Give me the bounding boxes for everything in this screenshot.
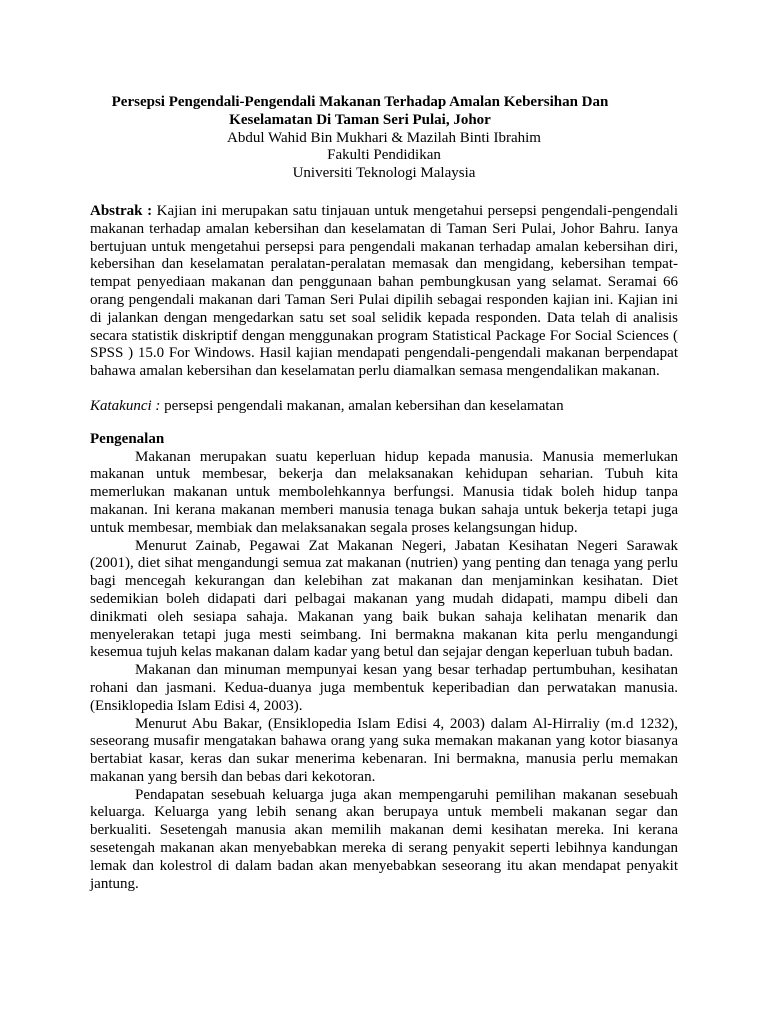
paper-title: Persepsi Pengendali-Pengendali Makanan Terhadap Amalan Kebersihan Dan Keselamatan Di Taman Seri Pulai, Johor (111, 94, 609, 128)
paper-header (90, 94, 678, 183)
keywords-line (90, 398, 678, 416)
intro-paragraph: Pendapatan sesebuah keluarga juga akan mempengaruhi pemilihan makanan sesebuah keluarga. Keluarga yang lebih senang akan berupaya untuk membeli makanan segar dan berkualiti. Sesetengah manusia akan memilih makanan demi kesihatan mereka. Ini kerana sesetengah makanan akan menyebabkan mereka di serang penyakit seperti lebihnya kandungan lemak dan kolestrol di dalam badan akan menyebabkan seseorang itu akan mendapat penyakit jantung. (90, 786, 678, 892)
abstract-label: Abstrak : (90, 202, 153, 219)
intro-paragraph: Makanan merupakan suatu keperluan hidup kepada manusia. Manusia memerlukan makanan untuk membesar, bekerja dan melaksanakan kehidupan seharian. Tubuh kita memerlukan makanan untuk membolehkannya berfungsi. Manusia tidak boleh hidup tanpa makanan. Ini kerana makanan memberi manusia tenaga bukan sahaja untuk bekerja tetapi juga untuk membesar, membiak dan melaksanakan segala proses kelangsungan hidup. (90, 448, 678, 536)
paper-university: Universiti Teknologi Malaysia (292, 165, 476, 182)
page-content (90, 94, 678, 893)
abstract-text: Kajian ini merupakan satu tinjauan untuk mengetahui persepsi pengendali-pengendali makanan terhadap amalan kebersihan dan keselamatan di Taman Seri Pulai, Johor Bahru. Ianya bertujuan untuk mengetahui persepsi para pengendali makanan terhadap amalan kebersihan diri, kebersihan dan keselamatan peralatan-peralatan memasak dan mengidang, kebersihan tempat-tempat penyediaan makanan dan penggunaan bahan pembungkusan yang selamat. Seramai 66 orang pengendali makanan dari Taman Seri Pulai dipilih sebagai responden kajian ini. Kajian ini di jalankan dengan mengedarkan satu set soal selidik kepada responden. Data telah di analisis secara statistik diskriptif dengan menggunakan program Statistical Package For Social Sciences ( SPSS ) 15.0 For Windows. Hasil kajian mendapati pengendali-pengendali makanan berpendapat bahawa amalan kebersihan dan keselamatan perlu diamalkan semasa mengendalikan makanan. (90, 202, 679, 380)
introduction-section (90, 431, 678, 894)
intro-paragraph: Menurut Abu Bakar, (Ensiklopedia Islam Edisi 4, 2003) dalam Al-Hirraliy (m.d 1232), seseorang musafir mengatakan bahawa orang yang suka memakan makanan yang kotor biasanya bertabiat kasar, keras dan sukar menerima kebenaran. Ini bermakna, manusia perlu memakan makanan yang bersih dan bebas dari kekotoran. (90, 715, 678, 785)
intro-paragraph: Makanan dan minuman mempunyai kesan yang besar terhadap pertumbuhan, kesihatan rohani dan jasmani. Kedua-duanya juga membentuk keperibadian dan perwatakan manusia. (Ensiklopedia Islam Edisi 4, 2003). (90, 662, 678, 714)
section-heading: Pengenalan (90, 430, 165, 447)
keywords-text: persepsi pengendali makanan, amalan kebersihan dan keselamatan (164, 397, 564, 414)
abstract-paragraph (90, 203, 678, 381)
paper-authors: Abdul Wahid Bin Mukhari & Mazilah Binti Ibrahim (227, 129, 541, 146)
keywords-label: Katakunci : (90, 397, 161, 414)
intro-paragraph: Menurut Zainab, Pegawai Zat Makanan Negeri, Jabatan Kesihatan Negeri Sarawak (2001), diet sihat mengandungi semua zat makanan (nutrien) yang penting dan tenaga yang perlu bagi mencegah kekurangan dan kelebihan zat makanan dan menjaminkan kesihatan. Diet sedemikian boleh didapati dari pelbagai makanan yang mudah didapati, mampu dibeli dan dinikmati oleh sesiapa sahaja. Makanan yang baik bukan sahaja kelihatan menarik dan menyelerakan tetapi juga mesti seimbang. Ini bermakna makanan kita perlu mengandungi kesemua tujuh kelas makanan dalam kadar yang betul dan sejajar dengan keperluan tubuh badan. (90, 537, 678, 661)
paper-faculty: Fakulti Pendidikan (327, 147, 441, 164)
